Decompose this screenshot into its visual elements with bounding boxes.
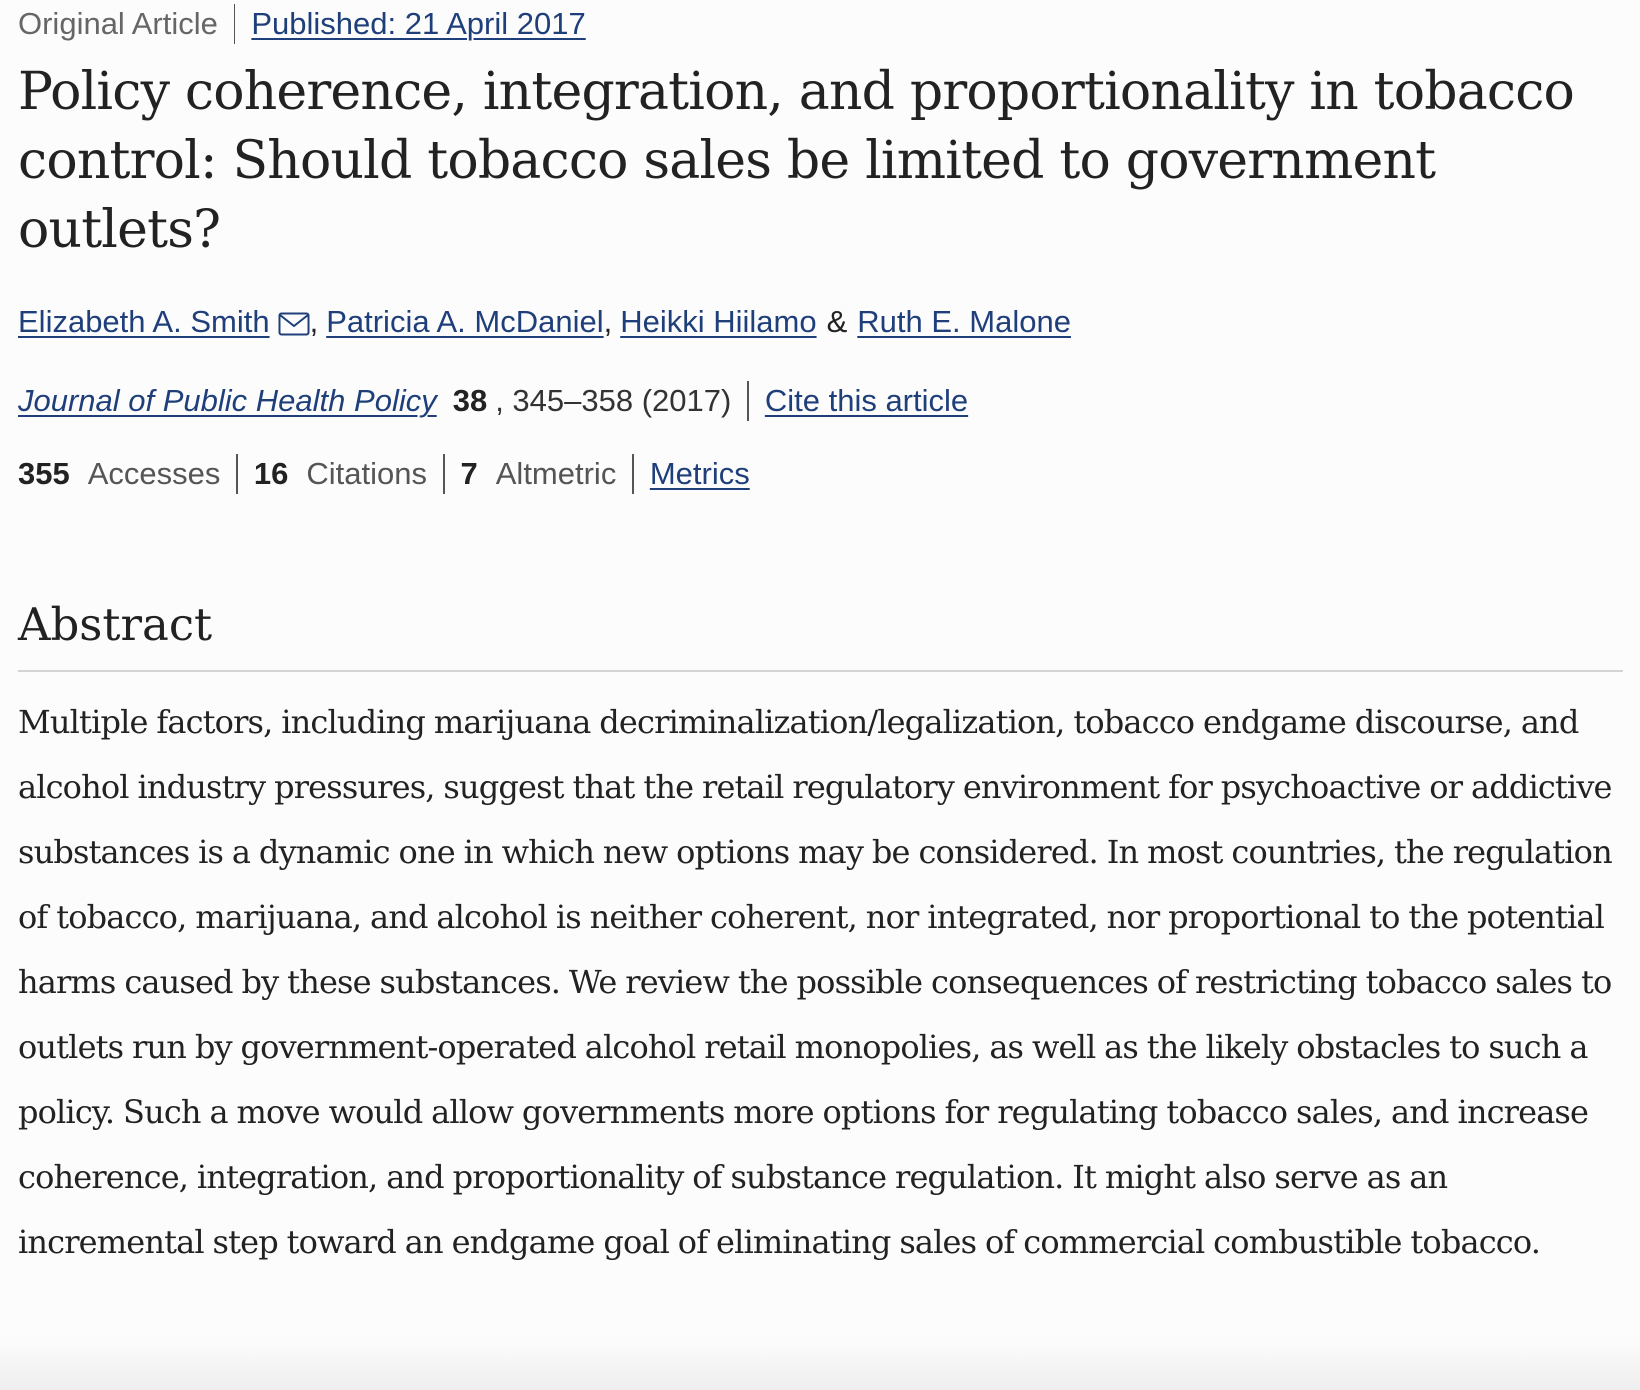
published-date-link[interactable]: Published: 21 April 2017 bbox=[251, 6, 586, 41]
abstract-heading: Abstract bbox=[18, 598, 213, 651]
divider bbox=[443, 454, 445, 494]
envelope-icon[interactable] bbox=[278, 306, 310, 330]
journal-volume: 38 bbox=[452, 383, 488, 418]
author-link[interactable]: Ruth E. Malone bbox=[857, 304, 1071, 339]
citation-line bbox=[18, 380, 968, 422]
author-link[interactable]: Patricia A. McDaniel bbox=[326, 304, 604, 339]
cite-article-link[interactable]: Cite this article bbox=[764, 383, 969, 418]
altmetric-label: Altmetric bbox=[495, 456, 617, 491]
author-ampersand: & bbox=[826, 304, 848, 339]
article-header bbox=[18, 4, 586, 44]
accesses-count: 355 bbox=[18, 456, 70, 491]
citations-count: 16 bbox=[253, 456, 289, 491]
author-separator: , bbox=[309, 304, 319, 339]
author-separator: , bbox=[603, 304, 613, 339]
divider bbox=[234, 4, 236, 44]
divider bbox=[747, 381, 749, 421]
accesses-label: Accesses bbox=[87, 456, 221, 491]
divider bbox=[632, 454, 634, 494]
article-metrics bbox=[18, 453, 750, 495]
metrics-link[interactable]: Metrics bbox=[649, 456, 750, 491]
author-link[interactable]: Elizabeth A. Smith bbox=[18, 304, 270, 339]
author-link[interactable]: Heikki Hiilamo bbox=[620, 304, 817, 339]
journal-link[interactable]: Journal of Public Health Policy bbox=[18, 383, 437, 418]
bottom-fade bbox=[0, 1340, 1640, 1390]
journal-pages-year: , 345–358 (2017) bbox=[495, 383, 732, 418]
abstract-text: Multiple factors, including marijuana decriminalization/legalization, tobacco endgame discourse, and alcohol industry pressures, suggest that the retail regulatory environment for psychoactive or addictive substances is a dynamic one in which new options may be considered. In most countries, the regulation of tobacco, marijuana, and alcohol is neither coherent, nor integrated, nor proportional to the potential harms caused by these substances. We review the possible consequences of restricting tobacco sales to outlets run by government-operated alcohol retail monopolies, as well as the likely obstacles to such a policy. Such a move would allow governments more options for regulating tobacco sales, and increase coherence, integration, and proportionality of substance regulation. It might also serve as an incremental step toward an endgame goal of eliminating sales of commercial combustible tobacco. bbox=[18, 703, 1612, 1261]
section-divider bbox=[18, 670, 1623, 672]
altmetric-score: 7 bbox=[460, 456, 478, 491]
author-list bbox=[18, 302, 1071, 342]
divider bbox=[236, 454, 238, 494]
citations-label: Citations bbox=[306, 456, 427, 491]
article-type: Original Article bbox=[18, 6, 218, 41]
article-title: Policy coherence, integration, and proportionality in tobacco control: Should tobacco sales be limited to government outlets? bbox=[18, 62, 1575, 260]
